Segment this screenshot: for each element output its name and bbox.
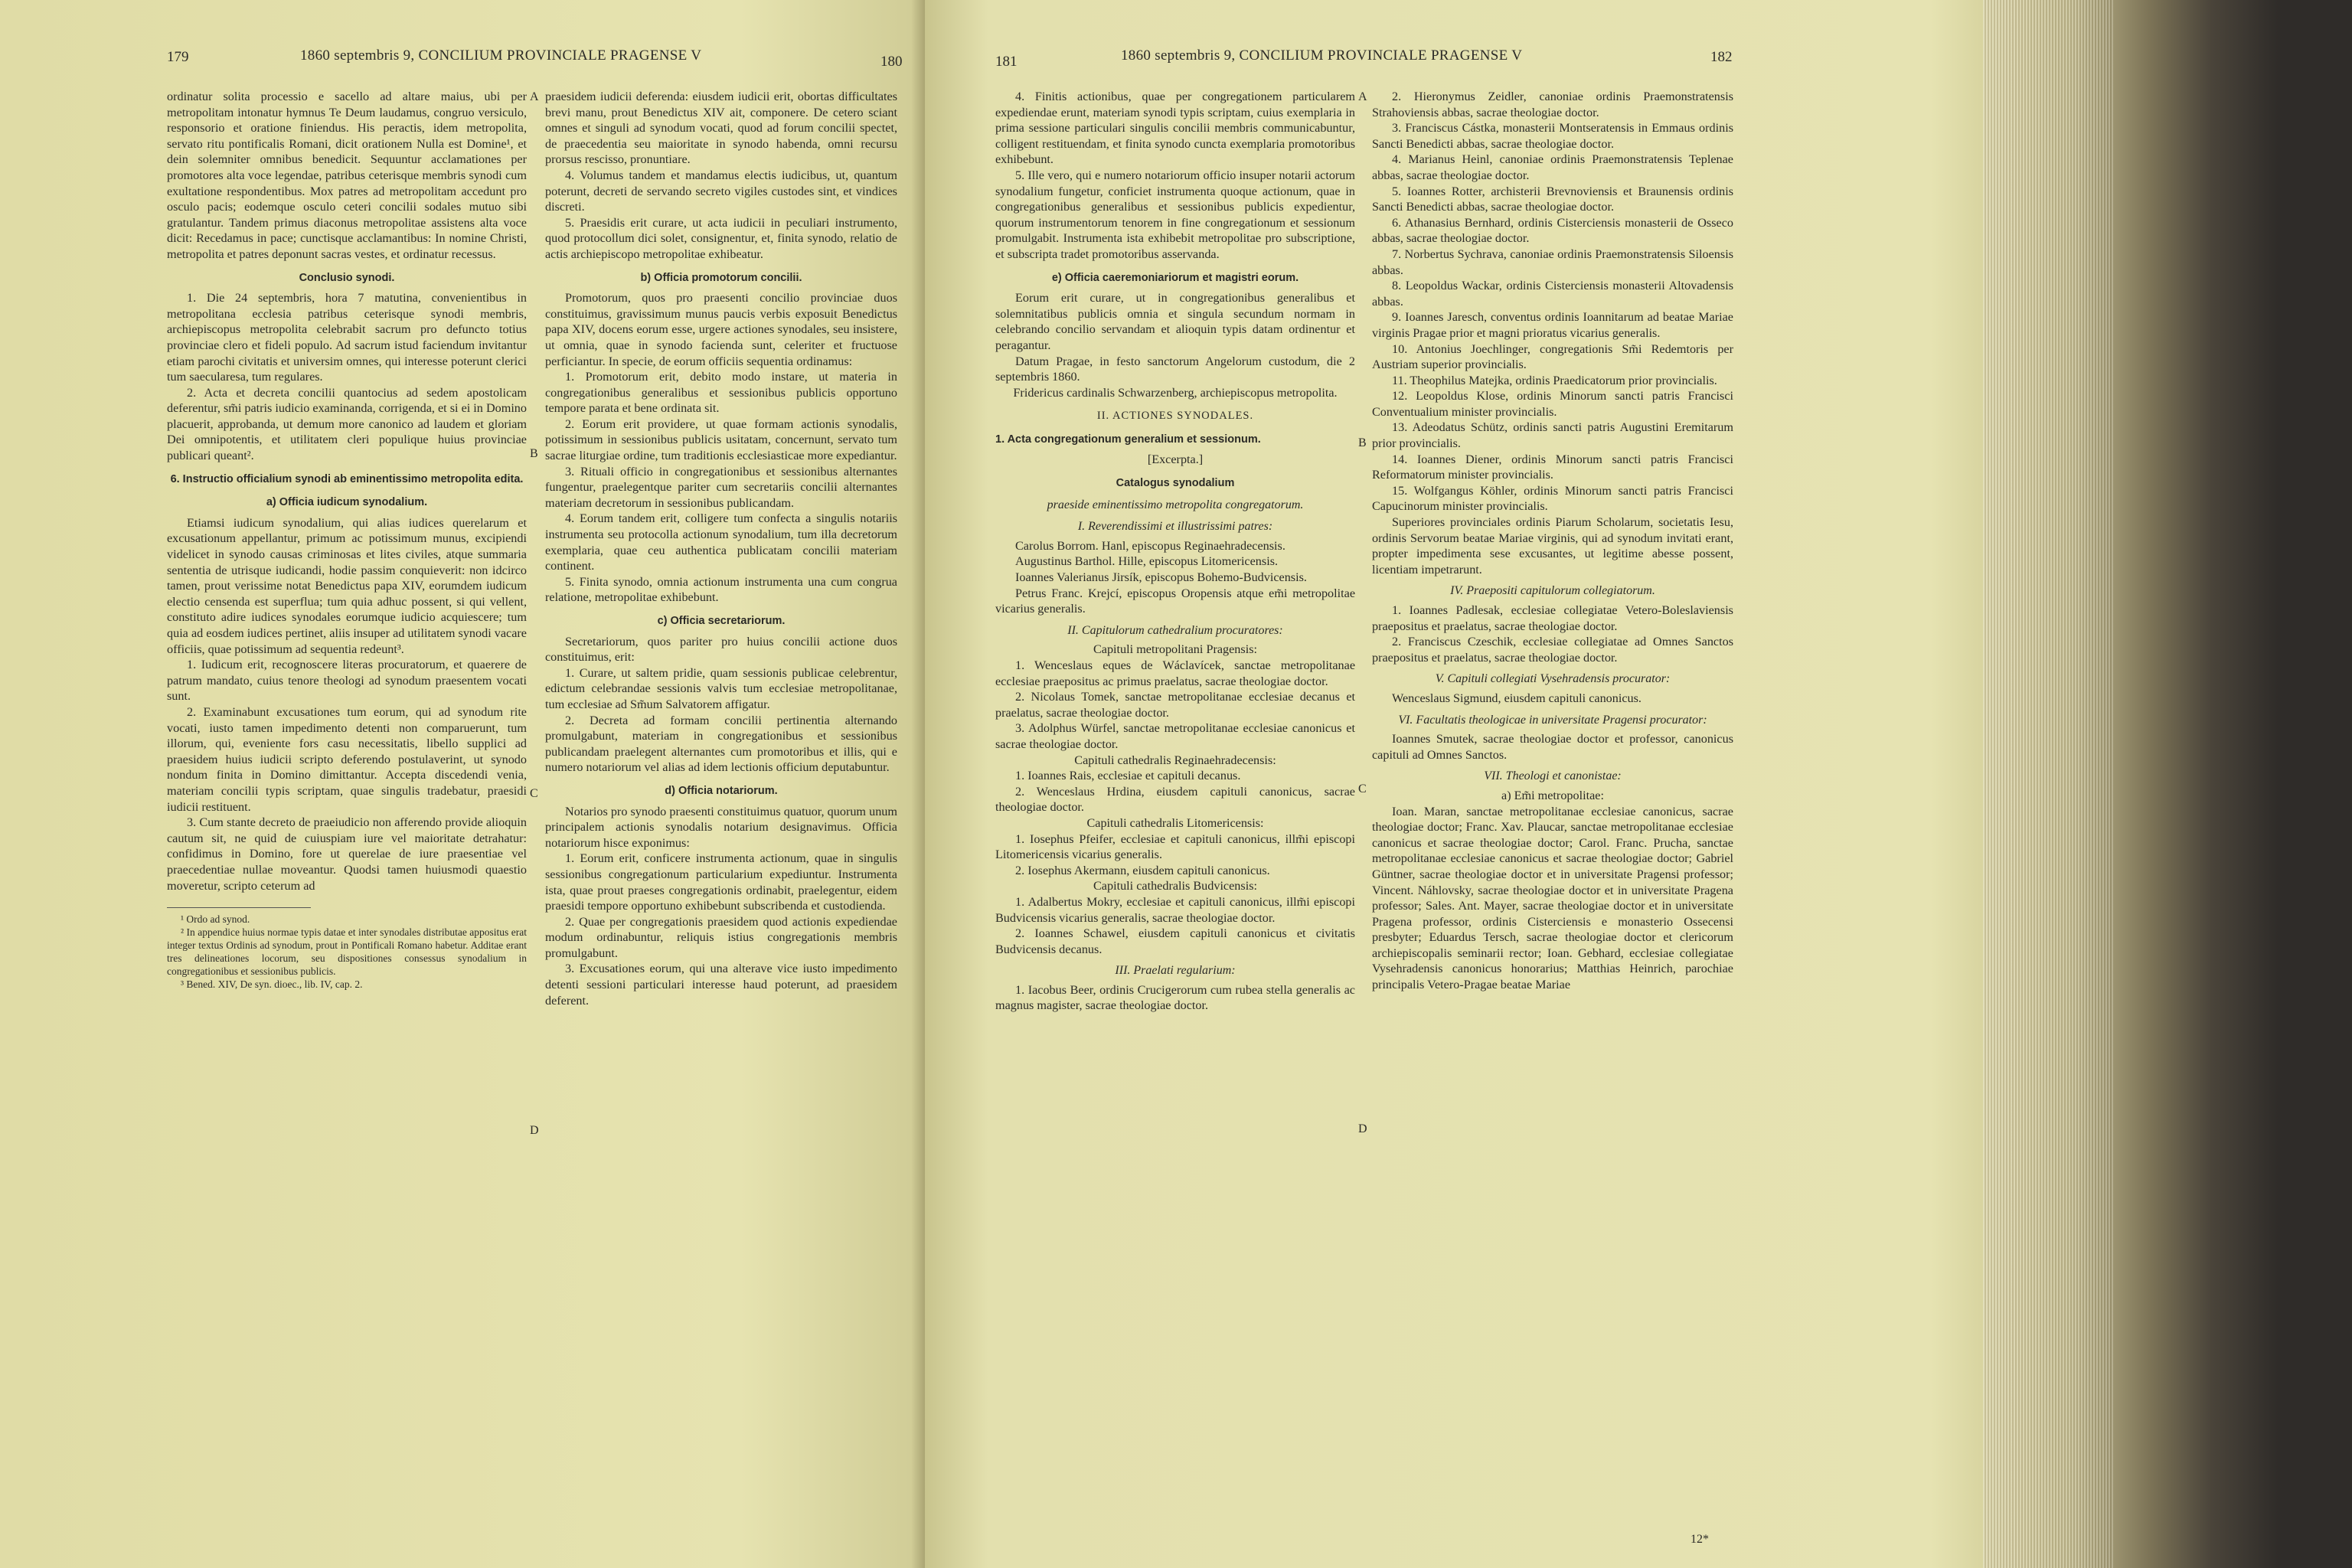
paragraph: 1. Die 24 septembris, hora 7 matutina, convenientibus in metropolitana ecclesia patribus ceterisque synodi membris, archiepiscopus metropolita celebrabit sacrum pro defuncto totius provinciae clero et fideli populo. Ad sacrum istud faciendum invitantur etiam parochi civitatis et universim omnes, qui interesse poterunt clerici tum saecularesa, tum regulares.	[167, 291, 527, 384]
paragraph: Promotorum, quos pro praesenti concilio provinciae duos constituimus, gravissimum munus paucis verbis exposuit Benedictus papa XIV, docens eorum esse, urgere actiones synodales, seu insistere, ut omnia, quae in synodo facienda sunt, celeriter et fructuose perficiantur. In specie, de eorum officiis sequentia ordinamus:	[545, 291, 897, 368]
group-heading: I. Reverendissimi et illustrissimi patres:	[1077, 520, 1273, 534]
list-item: 3. Adolphus Würfel, sanctae metropolitanae ecclesiae canonicus et sacrae theologiae doctor.	[995, 721, 1355, 751]
paragraph: 5. Finita synodo, omnia actionum instrumenta una cum congrua relatione, metropolitae exhibebunt.	[545, 574, 897, 605]
list-item: Ioannes Smutek, sacrae theologiae doctor et professor, canonicus capituli ad Omnes Sanctos.	[1372, 732, 1733, 762]
paragraph: praesidem iudicii deferenda: eiusdem iudicii erit, obortas difficultates brevi manu, prout Benedictus XIV ait, componere. De cetero sciant omnes et singuli ad synodum vocati, quod ad forum concilii spectet, de praecedentia seu maioritate in synodo habenda, omni recursu prorsus rescisso, pronuntiare.	[545, 90, 897, 167]
signature-mark: 12*	[1690, 1533, 1709, 1546]
chapter-heading: Capituli metropolitani Pragensis:	[1093, 642, 1257, 657]
right-page-column-2	[1372, 89, 1733, 993]
paragraph: 5. Ille vero, qui e numero notariorum officio insuper notarii actorum synodalium fungetur, conficiet instrumenta quoque actionum, quae in congregationibus generalibus et sessionibus publicis expedientur, quorum instrumentorum tenorem in fine congregationum et sessionum promulgabit. Instrumenta ista exhibebit metropolitae pro subscriptione, et subscripta tradet promotoribus asservanda.	[995, 168, 1355, 261]
list-item: 1. Iosephus Pfeifer, ecclesiae et capituli canonicus, illm̃i episcopi Litomericensis vicarius generalis.	[995, 831, 1355, 862]
paragraph: 1. Curare, ut saltem pridie, quam sessionis publicae celebrentur, edictum celebrandae sessionis valvis tum ecclesiae metropolitanae, tum ecclesiae ad Sm̃um Salvatorem affigatur.	[545, 665, 897, 711]
list-item: 7. Norbertus Sychrava, canoniae ordinis Praemonstratensis Siloensis abbas.	[1372, 247, 1733, 277]
page-number-181: 181	[995, 54, 1018, 70]
list-item: 15. Wolfgangus Köhler, ordinis Minorum sancti patris Francisci Capucinorum minister provincialis.	[1372, 483, 1733, 514]
paragraph: 3. Excusationes eorum, qui una alterave vice iusto impedimento detenti sessioni particulari interesse haud poterunt, ad praesidem deferent.	[545, 962, 897, 1008]
group-heading: V. Capituli collegiati Vysehradensis procurator:	[1435, 672, 1671, 686]
list-item: 1. Wenceslaus eques de Wáclavícek, sanctae metropolitanae ecclesiae praepositus ac primus praelatus, sacrae theologiae doctor.	[995, 658, 1355, 688]
right-page	[925, 0, 1983, 1568]
chapter-heading: Capituli cathedralis Litomericensis:	[1086, 815, 1264, 830]
paragraph: 2. Examinabunt excusationes tum eorum, qui ad synodum rite vocati, iusto tamen impedimento detenti non comparuerunt, tum illorum, qui, eveniente fors casu necessitatis, libello supplici ad praesidem huius iudicii scripto deferendo postulaverint, ut synodo nondum finita in Domino dimittantur. Accepta discedendi venia, materiam concilii typis scriptam, quae singulis tradebatur, praesidi iudicii restituent.	[167, 704, 527, 814]
margin-letter-a: A	[530, 90, 539, 103]
footnote: ³ Bened. XIV, De syn. dioec., lib. IV, cap. 2.	[181, 978, 363, 991]
paragraph: 2. Quae per congregationis praesidem quod actionis expediendae modum ordinabuntur, reliquis istius congregationis membris promulgabunt.	[545, 914, 897, 960]
list-item: 2. Franciscus Czeschik, ecclesiae collegiatae ad Omnes Sanctos praepositus et praelatus, sacrae theologiae doctor.	[1372, 635, 1733, 665]
list-item: 1. Ioannes Rais, ecclesiae et capituli decanus.	[1015, 769, 1241, 783]
list-item: 2. Iosephus Akermann, eiusdem capituli canonicus.	[1015, 863, 1270, 877]
subsection-heading: c) Officia secretariorum.	[657, 615, 786, 627]
group-heading: IV. Praepositi capitulorum collegiatorum.	[1450, 584, 1655, 598]
section-heading: II. ACTIONES SYNODALES.	[1096, 410, 1254, 423]
page-number-180: 180	[880, 54, 903, 70]
paragraph: 1. Eorum erit, conficere instrumenta actionum, quae in singulis sessionibus congregationum particularium expediuntur. Instrumenta ista, quae prout praeses congregationis ordinabit, praelegentur, eidem praesidi tempore opportuno exhibebunt subscribenda et custodienda.	[545, 851, 897, 913]
list-item: 13. Adeodatus Schütz, ordinis sancti patris Augustini Eremitarum prior provincialis.	[1372, 420, 1733, 451]
list-item: 12. Leopoldus Klose, ordinis Minorum sancti patris Francisci Conventualium minister provincialis.	[1372, 389, 1733, 419]
chapter-heading: Capituli cathedralis Reginaehradecensis:	[1074, 753, 1276, 767]
list-item: 6. Athanasius Bernhard, ordinis Cisterciensis monasterii de Osseco abbas, sacrae theologiae doctor.	[1372, 215, 1733, 246]
margin-letter-b: B	[1358, 436, 1367, 449]
paragraph: 4. Volumus tandem et mandamus electis iudicibus, ut, quantum poterunt, decreti de servando secreto vigiles custodes sint, et vindices discreti.	[545, 168, 897, 214]
left-page-column-1	[167, 89, 527, 991]
list-item: 2. Ioannes Schawel, eiusdem capituli canonicus et civitatis Budvicensis decanus.	[995, 926, 1355, 956]
section-heading: Conclusio synodi.	[299, 271, 395, 284]
list-item: 4. Marianus Heinl, canoniae ordinis Praemonstratensis Teplenae abbas, sacrae theologiae doctor.	[1372, 152, 1733, 182]
paragraph: 2. Eorum erit providere, ut quae formam actionis synodalis, potissimum in sessionibus publicis usitatam, concernunt, servato tum sacrae liturgiae ordine, tum traditionis ecclesiasticae more expediantur.	[545, 416, 897, 463]
section-heading: 1. Acta congregationum generalium et sessionum.	[995, 433, 1261, 446]
left-page	[0, 0, 925, 1568]
footnote: ² In appendice huius normae typis datae et inter synodales distributae appositus erat integer textus Ordinis ad synodum, prout in Pontificali Romano habetur. Additae erant tres delineationes locorum, seu dispositiones consessus synodalium in congregationibus et sessionibus publicis.	[167, 926, 527, 978]
group-heading: VII. Theologi et canonistae:	[1484, 769, 1622, 783]
margin-letter-a: A	[1358, 90, 1367, 103]
paragraph: 3. Rituali officio in congregationibus et sessionibus alternantes fungentur, praelegentque pariter cum secretariis concilii alternantes materiam decretorum in sessionibus publicandam.	[545, 464, 897, 510]
list-item: 8. Leopoldus Wackar, ordinis Cisterciensis monasterii Altovadensis abbas.	[1372, 279, 1733, 309]
list-item: Augustinus Barthol. Hille, episcopus Litomericensis.	[1015, 554, 1279, 569]
paragraph: Notarios pro synodo praesenti constituimus quatuor, quorum unum principalem actionis synodalis notarium designavimus. Officia notariorum hisce exponimus:	[545, 804, 897, 850]
paragraph: 4. Eorum tandem erit, colligere tum confecta a singulis notariis instrumenta seu protocolla actionum synodalium, tum illa decretorum exemplaria, quae ceu authentica publicatam concilii materiam continent.	[545, 511, 897, 573]
footnotes	[167, 907, 527, 991]
list-item: 11. Theophilus Matejka, ordinis Praedicatorum prior provincialis.	[1392, 373, 1717, 387]
left-page-column-2	[545, 89, 897, 1008]
page-number-179: 179	[167, 49, 189, 65]
chapter-heading: Capituli cathedralis Budvicensis:	[1093, 879, 1257, 893]
margin-letter-b: B	[530, 447, 538, 460]
subsection-heading: a) Officia iudicum synodalium.	[266, 496, 428, 509]
subsection-heading: e) Officia caeremoniariorum et magistri eorum.	[1051, 271, 1299, 284]
paragraph: Datum Pragae, in festo sanctorum Angelorum custodum, die 2 septembris 1860.	[995, 354, 1355, 384]
list-item: 2. Nicolaus Tomek, sanctae metropolitanae ecclesiae decanus et praelatus, sacrae theologiae doctor.	[995, 690, 1355, 720]
running-header-right: 1860 septembris 9, CONCILIUM PROVINCIALE PRAGENSE V	[1121, 47, 1523, 64]
paragraph: 2. Decreta ad formam concilii pertinentia alternando promulgabunt, materiam in congregationibus et sessionibus publicandam praelegent alternantes cum promotoribus et illis, qui e numero notariorum vel alias ad idem lectionis officium deputabuntur.	[545, 713, 897, 775]
catalogue-heading: Catalogus synodalium	[1116, 477, 1235, 490]
subsection-heading: b) Officia promotorum concilii.	[640, 271, 802, 284]
paragraph: 1. Iudicum erit, recognoscere literas procuratorum, et quaerere de patrum mandato, cuius tenore theologi ad synodum praesentem vocati sunt.	[167, 658, 527, 704]
paragraph: Eorum erit curare, ut in congregationibus generalibus et solemnitatibus publicis omnia et singula secundum normam in celebrando concilio servandam et alioquin typis datam ordinentur et peragantur.	[995, 291, 1355, 352]
margin-letter-d: D	[530, 1124, 539, 1137]
margin-letter-d: D	[1358, 1122, 1367, 1135]
paragraph: 3. Cum stante decreto de praeiudicio non afferendo provide alioquin cautum sit, ne quid de cuiuspiam iure vel maioritate detrahatur: confidimus in Domino, fore ut querelae de iure praesentiae vel praecedentiae nullae moveantur. Quodsi tamen huiusmodi quaestio moveretur, scripto ceterum ad	[167, 815, 527, 893]
footnote: ¹ Ordo ad synod.	[181, 913, 250, 926]
chapter-heading: a) Em̃i metropolitae:	[1501, 788, 1604, 802]
list-item: 9. Ioannes Jaresch, conventus ordinis Ioannitarum ad beatae Mariae virginis Pragae prior et magni prioratus vicarius generalis.	[1372, 310, 1733, 340]
paragraph: 4. Finitis actionibus, quae per congregationem particularem expediendae erunt, materiam synodi typis scriptam, cuius exemplaria in prima sessione particulari singulis concilii membris communicabuntur, colligent restituendam, et finita synodo cuncta exemplaria promotoribus exhibebunt.	[995, 90, 1355, 167]
paragraph: Superiores provinciales ordinis Piarum Scholarum, societatis Iesu, ordinis Servorum beatae Mariae virginis, qui ad synodum invitati erant, propter impedimenta sese excusantes, ut legitime abesse possent, licentiam impetrarunt.	[1372, 515, 1733, 577]
margin-letter-c: C	[1358, 782, 1367, 795]
paragraph: Secretariorum, quos pariter pro huius concilii actione duos constituimus, erit:	[545, 634, 897, 665]
list-item: 1. Adalbertus Mokry, ecclesiae et capituli canonicus, illm̃i episcopi Budvicensis vicarius generalis, sacrae theologiae doctor.	[995, 894, 1355, 925]
list-item: 14. Ioannes Diener, ordinis Minorum sancti patris Francisci Reformatorum minister provincialis.	[1372, 452, 1733, 482]
list-item: 3. Franciscus Cástka, monasterii Montseratensis in Emmaus ordinis Sancti Benedicti abbas, sacrae theologiae doctor.	[1372, 121, 1733, 151]
group-heading: II. Capitulorum cathedralium procuratores:	[1067, 623, 1283, 637]
subsection-heading: d) Officia notariorum.	[665, 784, 778, 797]
margin-letter-c: C	[530, 787, 538, 800]
signature-line: Fridericus cardinalis Schwarzenberg, archiepiscopus metropolita.	[1013, 385, 1338, 400]
list-item: 2. Hieronymus Zeidler, canoniae ordinis Praemonstratensis Strahoviensis abbas, sacrae theologiae doctor.	[1372, 90, 1733, 119]
list-item: 5. Ioannes Rotter, archisterii Brevnoviensis et Braunensis ordinis Sancti Benedicti abbas, sacrae theologiae doctor.	[1372, 184, 1733, 214]
section-heading: 6. Instructio officialium synodi ab eminentissimo metropolita edita.	[170, 472, 524, 485]
group-heading: III. Praelati regularium:	[1115, 964, 1236, 978]
right-page-column-1	[995, 89, 1355, 1014]
paragraph: 2. Acta et decreta concilii quantocius ad sedem apostolicam deferentur, sm̃i patris iudicio examinanda, corrigenda, et si ei in Domino placuerit, approbanda, ut demum more canonico ad laudem et gloriam Dei omnipotentis, et utilitatem cleri populique huius provinciae publicari queant².	[167, 385, 527, 463]
list-item: 1. Iacobus Beer, ordinis Crucigerorum cum rubea stella generalis ac magnus magister, sacrae theologiae doctor.	[995, 982, 1355, 1013]
list-item: Wenceslaus Sigmund, eiusdem capituli canonicus.	[1392, 691, 1642, 705]
paragraph: Etiamsi iudicum synodalium, qui alias iudices querelarum et excusationum appellantur, primum ac potissimum munus, excipiendi videlicet in synodo causas criminosas et lites civiles, atque summaria sententia de utrisque iudicandi, hodie passim conquieverit: non idcirco tamen, prout verissime notat Benedictus papa XIV, eorumdem iudicum electio censenda est superflua; tum quia adhuc possent, si qui vellent, constituto adire iudices synodales eorumque iudicio acquiescere; tum quia ad eosdem iudices pertinet, aliis insuper ad utilitatem synodi vacare officiis, quae potissimum ad sequentia redeunt³.	[167, 515, 527, 656]
list-item: 2. Wenceslaus Hrdina, eiusdem capituli canonicus, sacrae theologiae doctor.	[995, 784, 1355, 815]
paragraph: 1. Promotorum erit, debito modo instare, ut materia in congregationibus generalibus et sessionibus publicis opportuno tempore parata et bene ordinata sit.	[545, 370, 897, 416]
group-heading: VI. Facultatis theologicae in universitate Pragensi procurator:	[1398, 713, 1707, 727]
list-item: Carolus Borrom. Hanl, episcopus Reginaehradecensis.	[1015, 538, 1285, 553]
list-item: Petrus Franc. Krejcí, episcopus Oropensis atque em̃i metropolitae vicarius generalis.	[995, 586, 1355, 616]
paragraph: ordinatur solita processio e sacello ad altare maius, ubi per metropolitam intonatur hymnus Te Deum laudamus, congruo versiculo, responsorio et oratione finiendus. His peractis, idem metropolita, servato ritu pontificalis Romani, dicit orationem Nulla est Domine¹, et dein solemniter omnibus benedicit. Sequuntur acclamationes per promotores alta voce legendae, patribus ceterisque membris synodi cum exultatione respondentibus. Mox patres ad metropolitam accedunt pro osculo pacis; eodemque osculo ceteri concilii sodales mutuo sibi gratulantur. Tandem primus diaconus metropolitae assistens alta voce dicit: Recedamus in pace; cunctisque acclamantibus: In nomine Christi, metropolita et patres deponunt sacras vestes, et ordinatur recessus.	[167, 90, 527, 261]
page-number-182: 182	[1710, 49, 1733, 65]
list-item: 10. Antonius Joechlinger, congregationis Sm̃i Redemtoris per Austriam superior provincialis.	[1372, 341, 1733, 372]
running-header-left: 1860 septembris 9, CONCILIUM PROVINCIALE PRAGENSE V	[300, 47, 702, 64]
list-item: Ioannes Valerianus Jirsík, episcopus Bohemo-Budvicensis.	[1015, 570, 1307, 585]
catalogue-subheading: praeside eminentissimo metropolita congregatorum.	[1047, 498, 1304, 511]
paragraph: 5. Praesidis erit curare, ut acta iudicii in peculiari instrumento, quod protocollum dici solet, consignentur, et, finita synodo, relatio de actis archiepiscopo metropolitae exhibeatur.	[545, 215, 897, 261]
list-item: 1. Ioannes Padlesak, ecclesiae collegiatae Vetero-Boleslaviensis praepositus et praelatus, sacrae theologiae doctor.	[1372, 603, 1733, 633]
page-edges	[1983, 0, 2352, 1568]
paragraph: Ioan. Maran, sanctae metropolitanae ecclesiae canonicus, sacrae theologiae doctor; Franc. Xav. Plaucar, sanctae metropolitanae ecclesiae canonicus et sacrae theologiae doctor; Carol. Franc. Prucha, sanctae metropolitanae ecclesiae canonicus et sacrae theologiae doctor; Gabriel Güntner, sacrae theologiae doctor et in universitate Pragensi professor; Vincent. Náhlovsky, sacrae theologiae doctor et in universitate Pragena professor; Sales. Ant. Mayer, sacrae theologiae doctor et in universitate Pragena professor, ordinis Cisterciensis e monasterio Ossecensi presbyter; Eduardus Tersch, sacrae theologiae doctor et clericorum archiepiscopalis seminarii rector; Ioan. Gebhard, ecclesiae collegiatae Vysehradensis canonicus honorarius; Matthias Heinrich, parochiae principalis Vetero-Pragae beatae Mariae	[1372, 804, 1733, 992]
excerpta-note: [Excerpta.]	[1147, 452, 1204, 467]
